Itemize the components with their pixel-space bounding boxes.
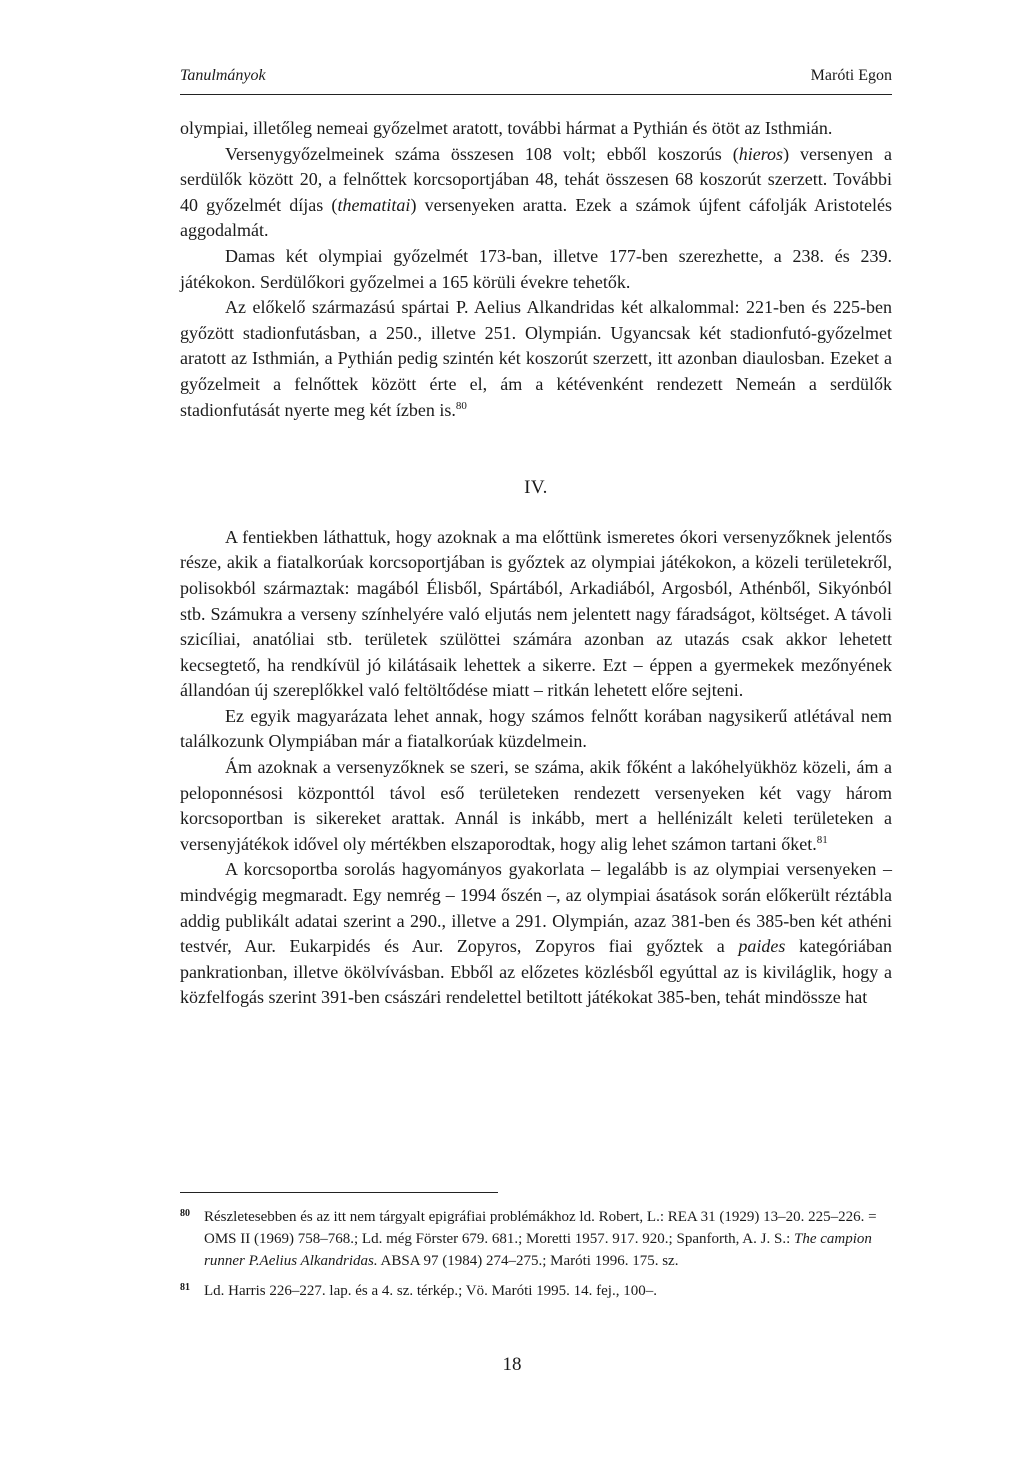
author-name: Maróti Egon: [810, 67, 892, 84]
paragraph: A fentiekben láthattuk, hogy azoknak a ma előttünk ismeretes ókori versenyzőknek jelentős része, akik a fiatalkorúak korcsoportjában is győztek az olympiai játékokon, a közeli területekről, polisokból származtak: magából Élisből, Spártából, Arkadiából, Argosból, Athénből, Sikyónból stb. Számukra a verseny színhelyére való eljutás nem jelentett nagy fáradságot, költséget. A távoli szicíliai, anatóliai stb. területek szülöttei számára azonban az utazás csak akkor lehetett kecsegtető, ha rendkívül jó kilátásaik lehettek a sikerre. Ezt – éppen a gyermekek mezőnyének állandóan új szereplőkkel való feltöltődése miatt – ritkán lehetett előre sejteni.: [180, 526, 892, 701]
text-run: Versenygyőzelmeinek száma összesen 108 volt; ebből koszorús (: [225, 143, 739, 164]
section-heading: IV.: [524, 477, 548, 499]
text-run: A korcsoportba sorolás hagyományos gyakorlata – legalább is az olympiai versenyeken – mindvégig megmaradt. Egy nemrég – 1994 őszén –, az olympiai ásatások során előkerült réztábla addig publikált adatai szerint a 290., illetve a 291. Olympián, azaz 381-ben és 385-ben két athéni testvér, Aur. Eukarpidés és Aur. Zopyros, Zopyros fiai győztek a: [180, 859, 892, 957]
text-run: Ám azoknak a versenyzőknek se szeri, se száma, akik főként a lakóhelyükhöz közeli, ám a peloponnésosi központtól távol eső területeken rendezett versenyeken két vagy három korcsoportban is sikereket arattak. Annál is inkább, mert a hellénizált keleti területeken a versenyjátékok idővel oly mértékben elszaporodtak, hogy alig lehet számon tartani őket.: [180, 757, 892, 854]
text-run: kategóriában pankrationban, illetve ökölvívásban. Ebből az előzetes közlésből egyúttal az is kiviláglik, hogy a közfelfogás szerint 391-ben császári rendelettel betiltott játékokat 385-ben, tehát mindössze hat: [180, 936, 892, 1008]
paragraph: Ez egyik magyarázata lehet annak, hogy számos felnőtt korában nagysikerű atlétával nem találkozunk Olympiában már a fiatalkorúak küzdelmein.: [180, 705, 892, 752]
paragraph: [180, 857, 892, 1011]
paragraph: [180, 142, 892, 244]
footnote-81: [180, 1280, 892, 1302]
header-divider: [180, 94, 892, 95]
text-run: ABSA 97 (1984) 274–275.; Maróti 1996. 175. sz.: [377, 1253, 679, 1269]
footnote-divider: [180, 1192, 498, 1193]
section-label: Tanulmányok: [180, 67, 266, 84]
main-text: [180, 116, 892, 1011]
text-run: ) versenyen a serdülők között 20, a felnőttek korcsoportjában 48, tehát összesen 68 koszorút szerzett. További 40 győzelmét díjas (: [180, 143, 892, 215]
paragraph: olympiai, illetőleg nemeai győzelmet aratott, további hármat a Pythián és ötöt az Isthmián.: [180, 118, 833, 138]
footnote-number: 81: [180, 1282, 190, 1293]
text-run: ) versenyeken aratta. Ezek a számok újfent cáfolják Aristotelés aggodalmát.: [180, 194, 892, 241]
footnote-reference: 80: [455, 399, 467, 412]
footnote-number: 80: [180, 1208, 190, 1219]
italic-term: paides: [738, 936, 786, 957]
text-run: Részletesebben és az itt nem tárgyalt epigráfiai problémákhoz ld. Robert, L.: REA 31 (1929) 13–20. 225–226. = OMS II (1969) 758–768.; Ld. még Förster 679. 681.; Moretti 1957. 917. 920.; Spanforth, A. J. S.:: [204, 1209, 877, 1247]
italic-term: thematitai: [337, 194, 411, 215]
footnotes: [180, 1206, 892, 1310]
italic-term: The campion runner P.Aelius Alkandridas.: [204, 1231, 872, 1269]
paragraphs-before-section: [180, 116, 892, 423]
paragraphs-after-section: [180, 525, 892, 1011]
text-run: Ld. Harris 226–227. lap. és a 4. sz. térkép.; Vö. Maróti 1995. 14. fej., 100–.: [204, 1283, 657, 1299]
text-run: Az előkelő származású spártai P. Aelius Alkandridas két alkalommal: 221-ben és 225-ben győzött stadionfutásban, a 250., illetve 251. Olympián. Ugyancsak két stadionfutó-győzelmet aratott az Isthmián, a Pythián pedig szintén két koszorút szerzett, itt azonban diaulosban. Ezeket a győzelmeit a felnőttek között érte el, ám a kétévenként rendezett Nemeán a serdülők stadionfutását nyerte meg két ízben is.: [180, 297, 892, 420]
footnote-reference: 81: [816, 833, 828, 846]
footnote-80: [180, 1206, 892, 1272]
italic-term: hieros: [738, 143, 784, 164]
paragraph: [180, 755, 892, 857]
paragraph: [180, 295, 892, 423]
page-number: 18: [502, 1354, 522, 1375]
paragraph: Damas két olympiai győzelmét 173-ban, illetve 177-ben szerezhette, a 238. és 239. játékokon. Serdülőkori győzelmei a 165 körüli évekre tehetők.: [180, 245, 892, 292]
